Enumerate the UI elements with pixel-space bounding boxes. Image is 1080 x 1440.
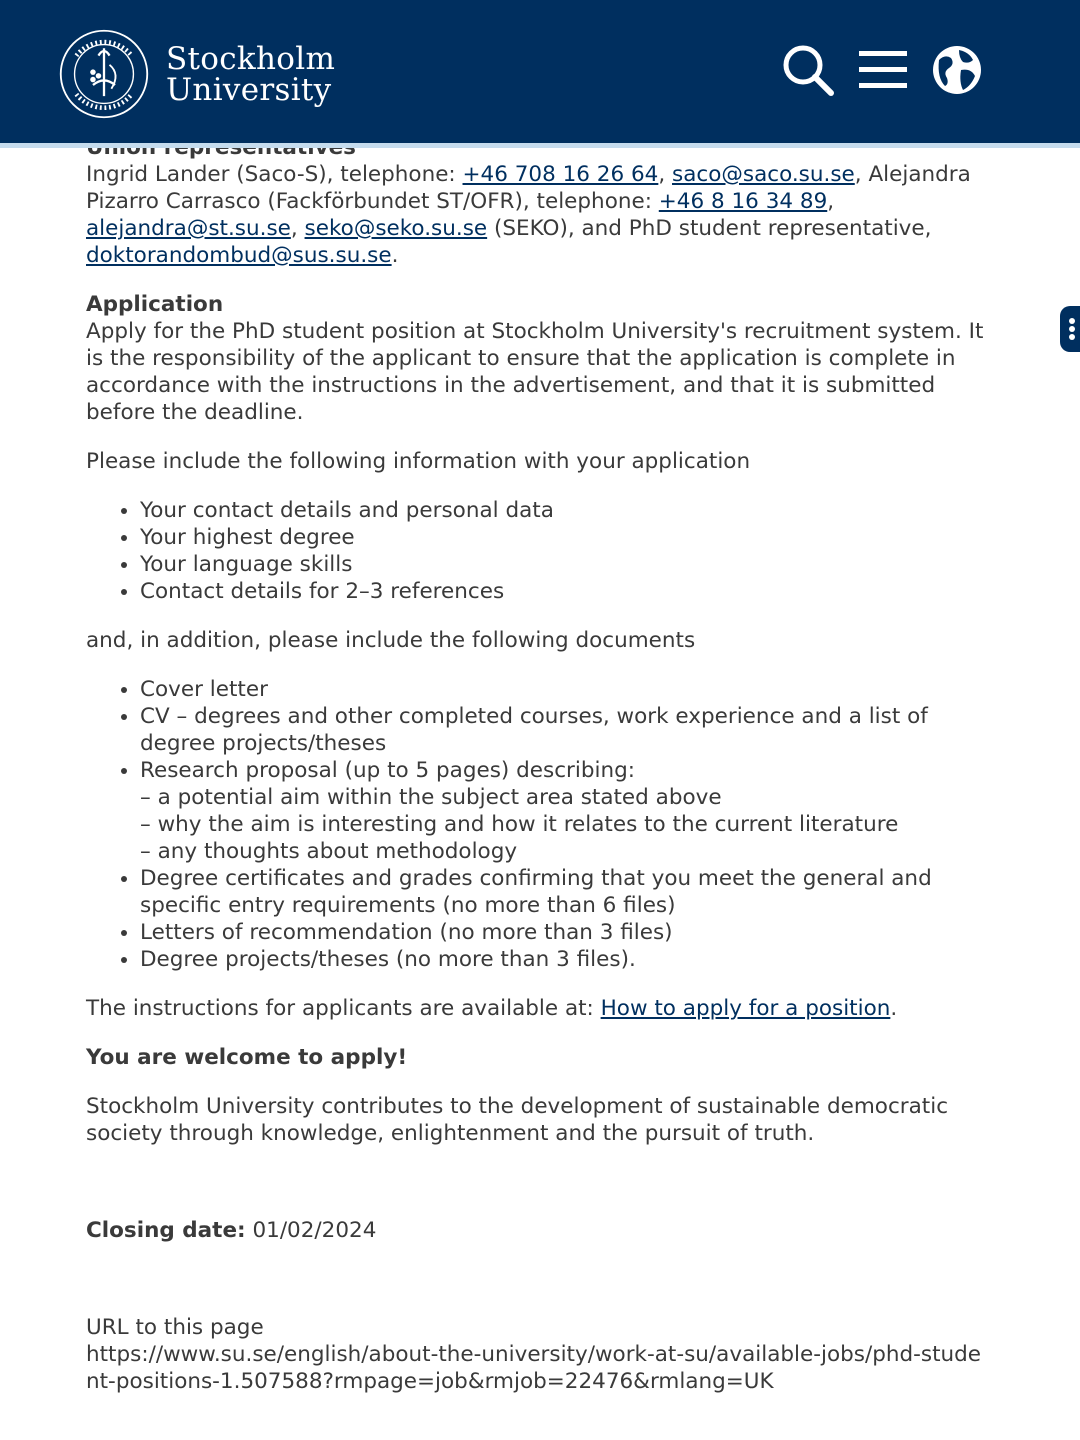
closing-date <box>86 1217 986 1244</box>
closing-date-label: Closing date: <box>86 1218 246 1243</box>
job-description <box>86 134 986 1395</box>
application-heading: Application <box>86 292 224 317</box>
page-url-value: https://www.su.se/english/about-the-university/work-at-su/available-jobs/phd-student-positions-1.507588?rmpage=job&rmjob=22476&rmlang=UK <box>86 1342 982 1394</box>
documents-list <box>86 676 986 973</box>
phone-link-saco[interactable]: +46 708 16 26 64 <box>462 162 659 187</box>
logo-line-1: Stockholm <box>166 41 336 77</box>
closing-date-value: 01/02/2024 <box>245 1218 377 1243</box>
union-text-1: Ingrid Lander (Saco-S), telephone: <box>86 162 463 187</box>
info-list <box>86 497 986 605</box>
site-logo[interactable] <box>166 41 336 108</box>
union-text-2: Alejandra Pizarro Carrasco (Fackförbundet ST/OFR), telephone: <box>86 162 971 214</box>
search-icon[interactable] <box>780 42 836 98</box>
list-item: • CV – degrees and other completed courses, work experience and a list of degree projects/theses <box>140 703 986 757</box>
list-item: • Contact details for 2–3 references <box>140 578 986 605</box>
proposal-text: Research proposal (up to 5 pages) describing: <box>140 758 636 783</box>
list-item: • Your contact details and personal data <box>140 497 986 524</box>
proposal-sub-item: – why the aim is interesting and how it relates to the current literature <box>140 812 899 837</box>
email-link-phd-rep[interactable]: doktorandombud@sus.su.se <box>86 243 392 268</box>
list-item: • Your language skills <box>140 551 986 578</box>
instructions-text: The instructions for applicants are available at: How to apply for a position. <box>86 996 898 1021</box>
proposal-sub-item: – any thoughts about methodology <box>140 839 518 864</box>
page-url-label: URL to this page <box>86 1315 264 1340</box>
proposal-sub-item: – a potential aim within the subject area stated above <box>140 785 722 810</box>
hamburger-menu-icon[interactable] <box>856 42 912 98</box>
list-item: • Degree projects/theses (no more than 3 files). <box>140 946 986 973</box>
how-to-apply-link[interactable]: How to apply for a position <box>600 996 891 1021</box>
welcome-text: You are welcome to apply! <box>86 1045 408 1070</box>
side-tab-handle[interactable] <box>1060 306 1080 352</box>
union-contacts: Ingrid Lander (Saco-S), telephone: +46 708 16 26 64, saco@saco.su.se, Alejandra Pizarro Carrasco (Fackförbundet ST/OFR), telephone: +46 8 16 34 89, alejandra@st.su.se, seko@seko.su.se (SEKO), and PhD student representative, doktorandombud@sus.su.se. <box>86 162 971 268</box>
site-header <box>0 0 1080 148</box>
list-item: • Letters of recommendation (no more than 3 files) <box>140 919 986 946</box>
documents-intro: and, in addition, please include the following documents <box>86 628 696 653</box>
list-item <box>140 757 986 865</box>
mission-statement: Stockholm University contributes to the development of sustainable democratic society through knowledge, enlightenment and the pursuit of truth. <box>86 1094 949 1146</box>
university-seal-icon[interactable] <box>58 28 150 120</box>
email-link-seko[interactable]: seko@seko.su.se <box>304 216 488 241</box>
list-item: • Your highest degree <box>140 524 986 551</box>
instructions-prefix: The instructions for applicants are available at: <box>86 996 601 1021</box>
list-item: • Degree certificates and grades confirming that you meet the general and specific entry requirements (no more than 6 files) <box>140 865 986 919</box>
application-intro: Apply for the PhD student position at Stockholm University's recruitment system. It is the responsibility of the applicant to ensure that the application is complete in accordance with the instructions in the advertisement, and that it is submitted before the deadline. <box>86 319 984 425</box>
list-item: • Cover letter <box>140 676 986 703</box>
email-link-saco[interactable]: saco@saco.su.se <box>672 162 855 187</box>
info-intro: Please include the following information with your application <box>86 449 751 474</box>
logo-line-2: University <box>166 72 332 108</box>
union-text-3: (SEKO), and PhD student representative, <box>487 216 932 241</box>
globe-icon[interactable] <box>929 42 985 98</box>
phone-link-st[interactable]: +46 8 16 34 89 <box>658 189 828 214</box>
email-link-st[interactable]: alejandra@st.su.se <box>86 216 291 241</box>
